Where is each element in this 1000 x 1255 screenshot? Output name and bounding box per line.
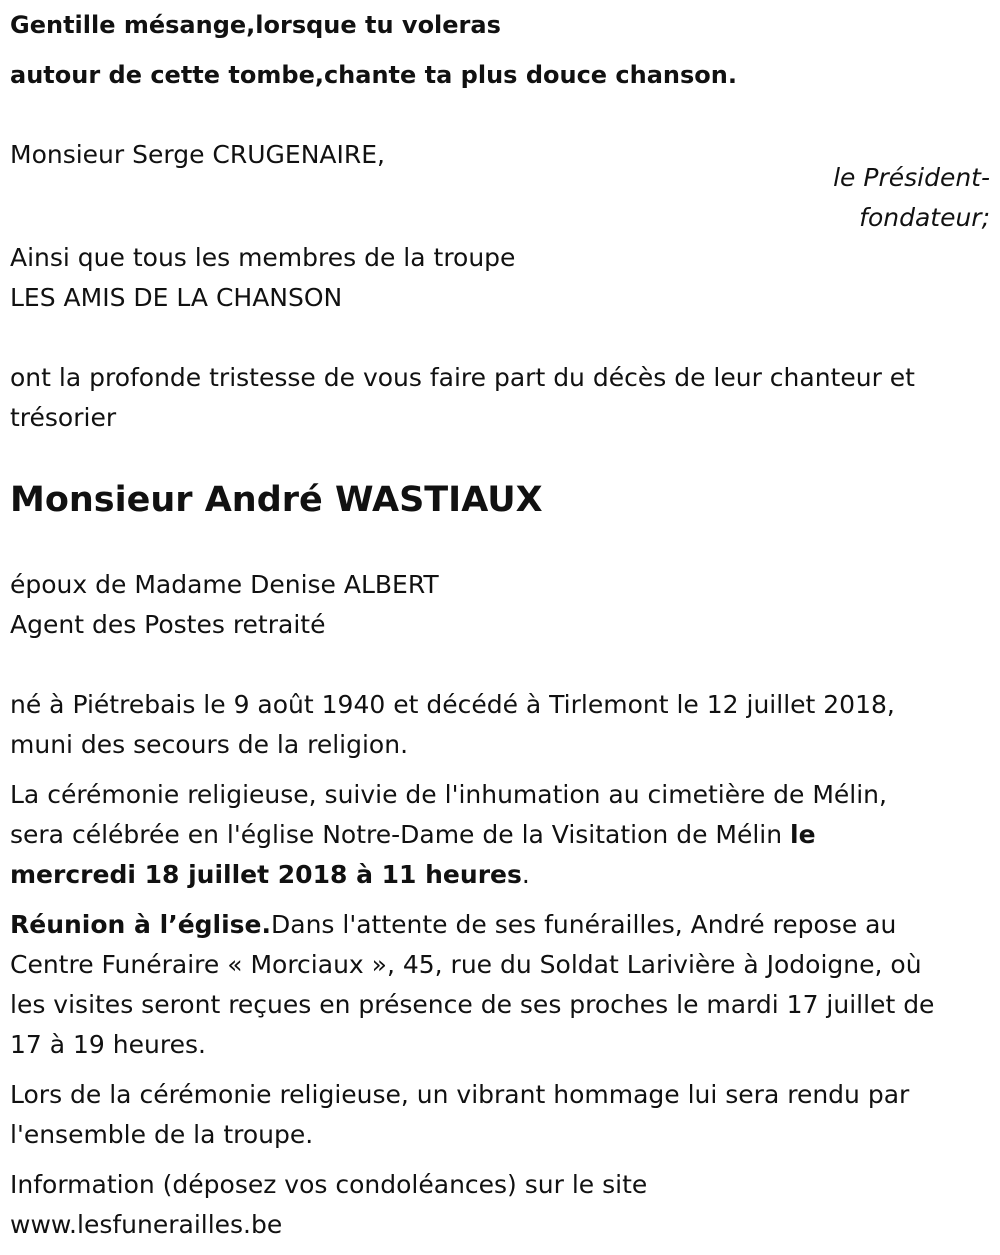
visitation-block <box>10 905 990 1065</box>
ceremony-block <box>10 775 990 895</box>
birth-death-block <box>10 685 990 765</box>
sender-role-line-2: fondateur; <box>859 203 990 232</box>
birth-death-line-1: né à Piétrebais le 9 août 1940 et décédé à Tirlemont le 12 juillet 2018, <box>10 690 895 719</box>
info-line-1: Information (déposez vos condoléances) sur le site <box>10 1170 648 1199</box>
announcement-line-1: ont la profonde tristesse de vous faire part du décès de leur chanteur et <box>10 363 915 392</box>
announcement-block <box>10 358 990 438</box>
deceased-name: Monsieur André WASTIAUX <box>10 480 543 520</box>
sender-role <box>10 158 990 238</box>
sender-role-line-1: le Président- <box>833 163 990 192</box>
members-line-2: LES AMIS DE LA CHANSON <box>10 283 343 312</box>
ceremony-line-3-end: . <box>521 860 530 889</box>
sender-name: Monsieur Serge CRUGENAIRE, <box>10 140 385 169</box>
visitation-line-1 <box>10 905 990 945</box>
info-website-link[interactable]: www.lesfunerailles.be <box>10 1210 283 1239</box>
members-line-1: Ainsi que tous les membres de la troupe <box>10 243 516 272</box>
visitation-line-1-rest: Dans l'attente de ses funérailles, André repose au <box>271 910 897 939</box>
tribute-line-1: Lors de la cérémonie religieuse, un vibrant hommage lui sera rendu par <box>10 1080 910 1109</box>
info-block <box>10 1165 990 1245</box>
ceremony-line-3 <box>10 855 990 895</box>
birth-death-line-2: muni des secours de la religion. <box>10 730 409 759</box>
tribute-line-2: l'ensemble de la troupe. <box>10 1120 314 1149</box>
tribute-block <box>10 1075 990 1155</box>
visitation-line-4: 17 à 19 heures. <box>10 1030 206 1059</box>
ceremony-line-1: La cérémonie religieuse, suivie de l'inhumation au cimetière de Mélin, <box>10 780 887 809</box>
ceremony-line-2 <box>10 815 990 855</box>
members-block <box>10 238 990 318</box>
epigraph <box>10 0 990 100</box>
profession-line: Agent des Postes retraité <box>10 610 326 639</box>
ceremony-line-2-text: sera célébrée en l'église Notre-Dame de la Visitation de Mélin <box>10 820 791 849</box>
details-block <box>10 565 990 645</box>
ceremony-date-bold: mercredi 18 juillet 2018 à 11 heures <box>10 860 522 889</box>
epigraph-line-1: Gentille mésange,lorsque tu voleras <box>10 11 501 39</box>
announcement-line-2: trésorier <box>10 403 117 432</box>
ceremony-line-2-bold: le <box>790 820 816 849</box>
visitation-line-3: les visites seront reçues en présence de ses proches le mardi 17 juillet de <box>10 990 935 1019</box>
spouse-line: époux de Madame Denise ALBERT <box>10 570 439 599</box>
epigraph-line-2: autour de cette tombe,chante ta plus douce chanson. <box>10 61 737 89</box>
visitation-line-2: Centre Funéraire « Morciaux », 45, rue du Soldat Larivière à Jodoigne, où <box>10 950 922 979</box>
visitation-lead: Réunion à l’église. <box>10 910 272 939</box>
